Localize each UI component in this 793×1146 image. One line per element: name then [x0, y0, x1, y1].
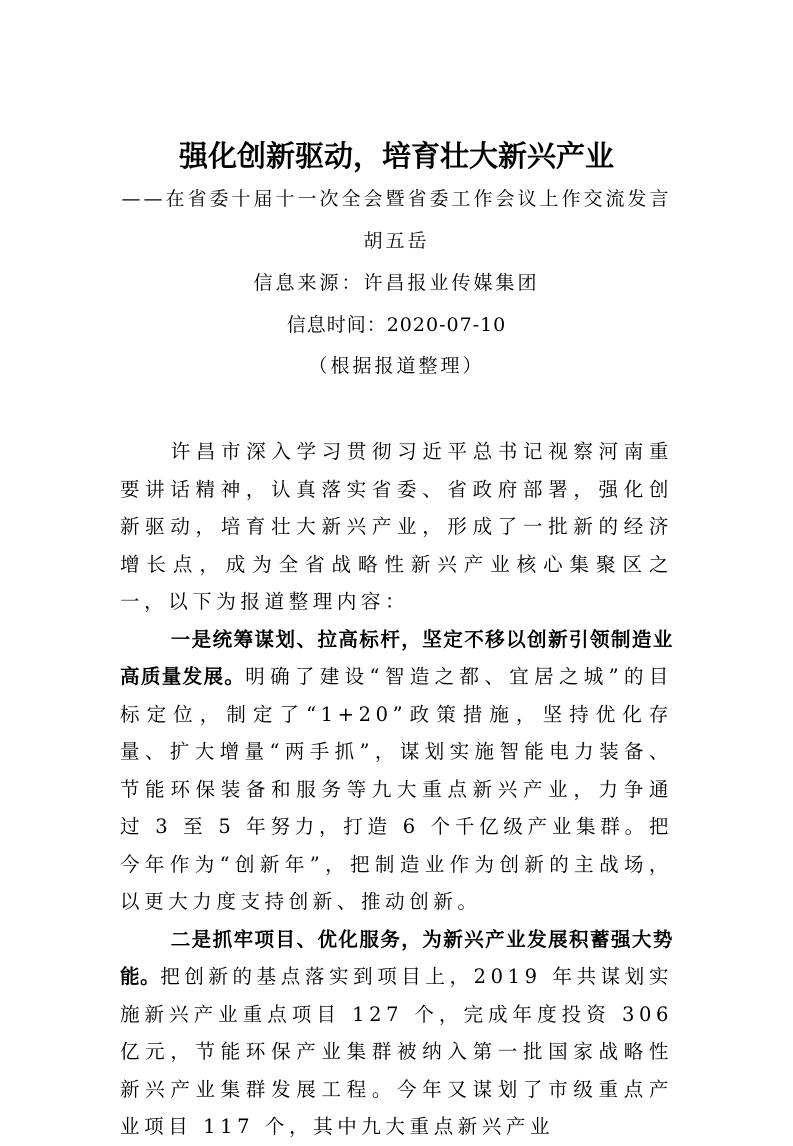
author-name: 胡五岳: [363, 230, 430, 252]
paragraph-point-1: [120, 621, 673, 921]
paragraph-text: 把创新的基点落实到项目上，2019 年共谋划实施新兴产业重点项目 127 个，完成年度投资 306 亿元，节能环保产业集群被纳入第一批国家战略性新兴产业集群发展工程。今年又谋划了市级重点产业项目 117 个，其中九大重点新兴产业: [120, 965, 673, 1138]
paragraph-intro: [120, 433, 673, 621]
paragraph-text: 许昌市深入学习贯彻习近平总书记视察河南重要讲话精神，认真落实省委、省政府部署，强化创新驱动，培育壮大新兴产业，形成了一批新的经济增长点，成为全省战略性新兴产业核心集聚区之一，以下为报道整理内容：: [120, 440, 673, 613]
compiled-note: （根据报道整理）: [308, 355, 485, 377]
paragraph-text: 明确了建设“智造之都、宜居之城”的目标定位，制定了“1+20”政策措施，坚持优化存量、扩大增量“两手抓”，谋划实施智能电力装备、节能环保装备和服务等九大重点新兴产业，力争通过 3 至 5 年努力，打造 6 个千亿级产业集群。把今年作为“创新年”，把制造业作为创新的主战场，以更大力度支持创新、推动创新。: [120, 665, 673, 913]
info-time: 信息时间：2020-07-10: [286, 314, 507, 336]
paragraph-point-2: [120, 921, 673, 1146]
paragraph-lead: 一是统筹谋划、拉高标杆，坚定不移以创新引领制造业高质量发展。: [120, 627, 673, 688]
info-source: 信息来源：许昌报业传媒集团: [253, 272, 540, 294]
document-title: 强化创新驱动，培育壮大新兴产业: [178, 139, 614, 173]
document-subtitle: ——在省委十届十一次全会暨省委工作会议上作交流发言: [121, 188, 672, 210]
paragraph-lead: 二是抓牢项目、优化服务，为新兴产业发展积蓄强大势能。: [120, 927, 673, 988]
document-body: [120, 433, 673, 1146]
